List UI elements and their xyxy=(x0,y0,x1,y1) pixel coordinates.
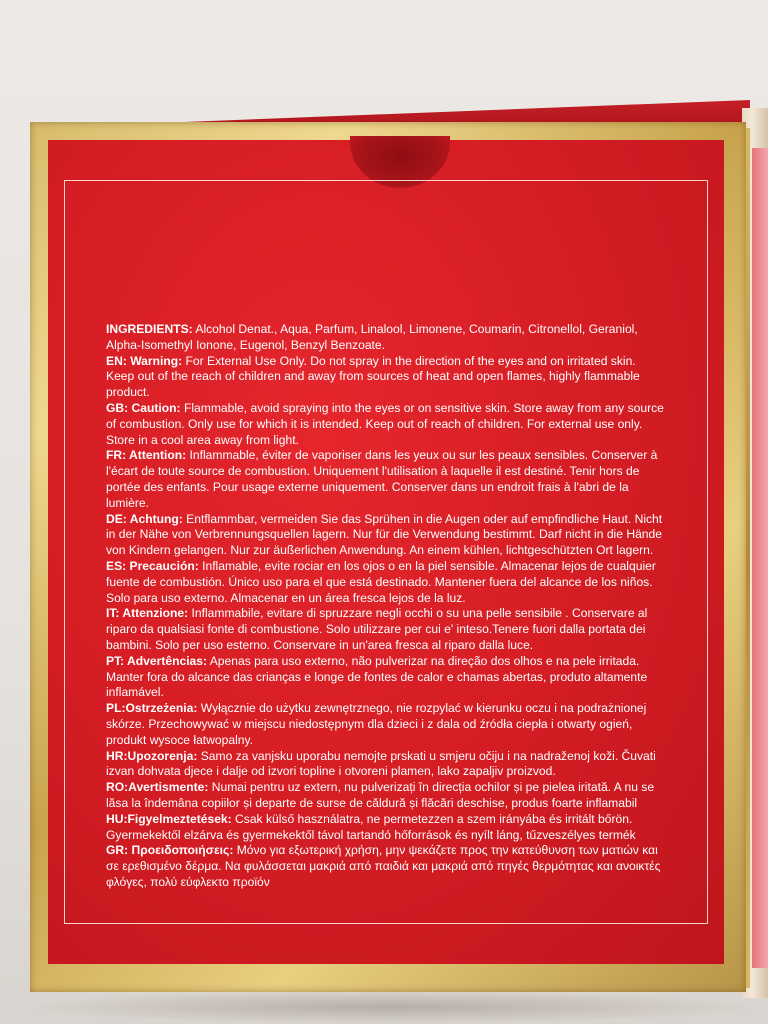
warning-heading: ES: Precaución: xyxy=(106,558,199,573)
warning-es xyxy=(106,559,666,606)
ingredients-heading: INGREDIENTS: xyxy=(106,322,193,336)
warning-it xyxy=(106,606,666,653)
warning-heading: GB: Caution: xyxy=(106,400,181,415)
side-red-strip xyxy=(752,148,768,968)
warning-heading: HU:Figyelmeztetések: xyxy=(106,811,232,826)
warning-heading: HR:Upozorenja: xyxy=(106,748,198,763)
warning-heading: IT: Attenzione: xyxy=(106,606,189,621)
warning-text: Flammable, avoid spraying into the eyes or on sensitive skin. Store away from any source of combustion. Only use for which it is intended. Keep out of reach of children. For external use only. Store in a cool area away from light. xyxy=(106,400,664,447)
warning-heading: PT: Advertências: xyxy=(106,653,208,668)
warning-gr xyxy=(106,843,666,890)
box-back-panel xyxy=(30,122,746,992)
warning-pl xyxy=(106,701,666,748)
warning-text: For External Use Only. Do not spray in the direction of the eyes and on irritated skin. Keep out of the reach of children and away from sources of heat and open flames, highly flammable product. xyxy=(106,353,640,400)
warning-heading: PL:Ostrzeżenia: xyxy=(106,701,198,716)
warning-fr xyxy=(106,448,666,511)
warning-text: Apenas para uso externo, não pulverizar na direção dos olhos e na pele irritada. Manter fora do alcance das crianças e longe de fontes de calor e chamas abertas, produto altamente inflamável. xyxy=(106,653,648,700)
warning-hu xyxy=(106,812,666,844)
warning-heading: DE: Achtung: xyxy=(106,511,183,526)
warning-text: Inflammable, éviter de vaporiser dans les yeux ou sur les peaux sensibles. Conserver à l'écart de toute source de combustion. Uniquement l'utilisation à laquelle il est destiné. Tenir hors de portée des enfants. Pour usage externe uniquement. Conserver dans un endroit frais à l'abri de la lumière. xyxy=(106,448,658,510)
ingredients-list: Alcohol Denat., Aqua, Parfum, Linalool, Limonene, Coumarin, Citronellol, Geraniol, Alpha-Isomethyl Ionone, Eugenol, Benzyl Benzoate. xyxy=(106,322,638,352)
warning-text: Inflammabile, evitare di spruzzare negli occhi o su una pelle sensibile . Conservare al riparo da qualsiasi fonte di combustione. Solo utilizzare per cui e' inteso.Tenere fuori dalla portata dei bambini. Solo per uso esterno. Conservare in un'area fresca al riparo dalla luce. xyxy=(106,606,648,652)
warning-hr xyxy=(106,749,666,781)
warning-heading: RO:Avertismente: xyxy=(106,780,209,795)
warning-text: Inflamable, evite rociar en los ojos o en la piel sensible. Almacenar lejos de cualquier fuente de combustión. Único uso para el que está destinado. Mantener fuera del alcance de los niños. Solo para uso externo. Almacenar en un área fresca lejos de la luz. xyxy=(106,558,656,605)
ingredients-block xyxy=(106,322,666,354)
warning-heading: GR: Προειδοποιήσεις: xyxy=(106,843,234,858)
floor-shadow xyxy=(20,990,760,1024)
warning-heading: FR: Attention: xyxy=(106,448,187,463)
warning-text: Μόνο για εξωτερική χρήση, μην ψεκάζετε προς την κατεύθυνση των ματιών και σε ερεθισμένο δέρμα. Να φυλάσσεται μακριά από παιδιά και μακριά από πηγές θερμότητας και ανοικτές φλόγες, πολύ εύφλεκτο προϊόν xyxy=(106,843,661,889)
warning-text: Numai pentru uz extern, nu pulverizați în direcția ochilor și pe pielea iritată. A nu se lăsa la îndemâna copiilor și departe de surse de căldură și flăcări deschise, produs foarte inflamabil xyxy=(106,780,655,810)
ingredients-and-warnings-text xyxy=(106,322,666,891)
warning-en xyxy=(106,354,666,401)
warning-text: Csak külső használatra, ne permetezzen a szem irányába és irritált bőrön. Gyermekektől elzárva és gyermekektől távol tartandó hőforrások és nyílt láng, tűzveszélyes termék xyxy=(106,811,636,842)
red-label-panel xyxy=(48,140,724,964)
warning-de xyxy=(106,512,666,559)
warning-ro xyxy=(106,780,666,812)
warning-heading: EN: Warning: xyxy=(106,353,183,368)
warning-text: Samo za vanjsku uporabu nemojte prskati u smjeru očiju i na nadraženoj koži. Čuvati izvan dohvata djece i dalje od izvori topline i otvoreni plamen, lako zapaljiv proizvod. xyxy=(106,748,656,779)
warning-pt xyxy=(106,654,666,701)
warning-text: Entflammbar, vermeiden Sie das Sprühen in die Augen oder auf empfindliche Haut. Nicht in der Nähe von Verbrennungsquellen lagern. Nur für die Verwendung bestimmt. Darf nicht in die Hände von Kindern gelangen. Nur zur äußerlichen Anwendung. An einem kühlen, lichtgeschützten Ort lagern. xyxy=(106,511,663,558)
warning-gb xyxy=(106,401,666,448)
warning-text: Wyłącznie do użytku zewnętrznego, nie rozpylać w kierunku oczu i na podrażnionej skórze. Przechowywać w miejscu niedostępnym dla dzieci i z dala od źródła ciepła i otwarty ogień, produkt wysoce łatwopalny. xyxy=(106,701,647,747)
